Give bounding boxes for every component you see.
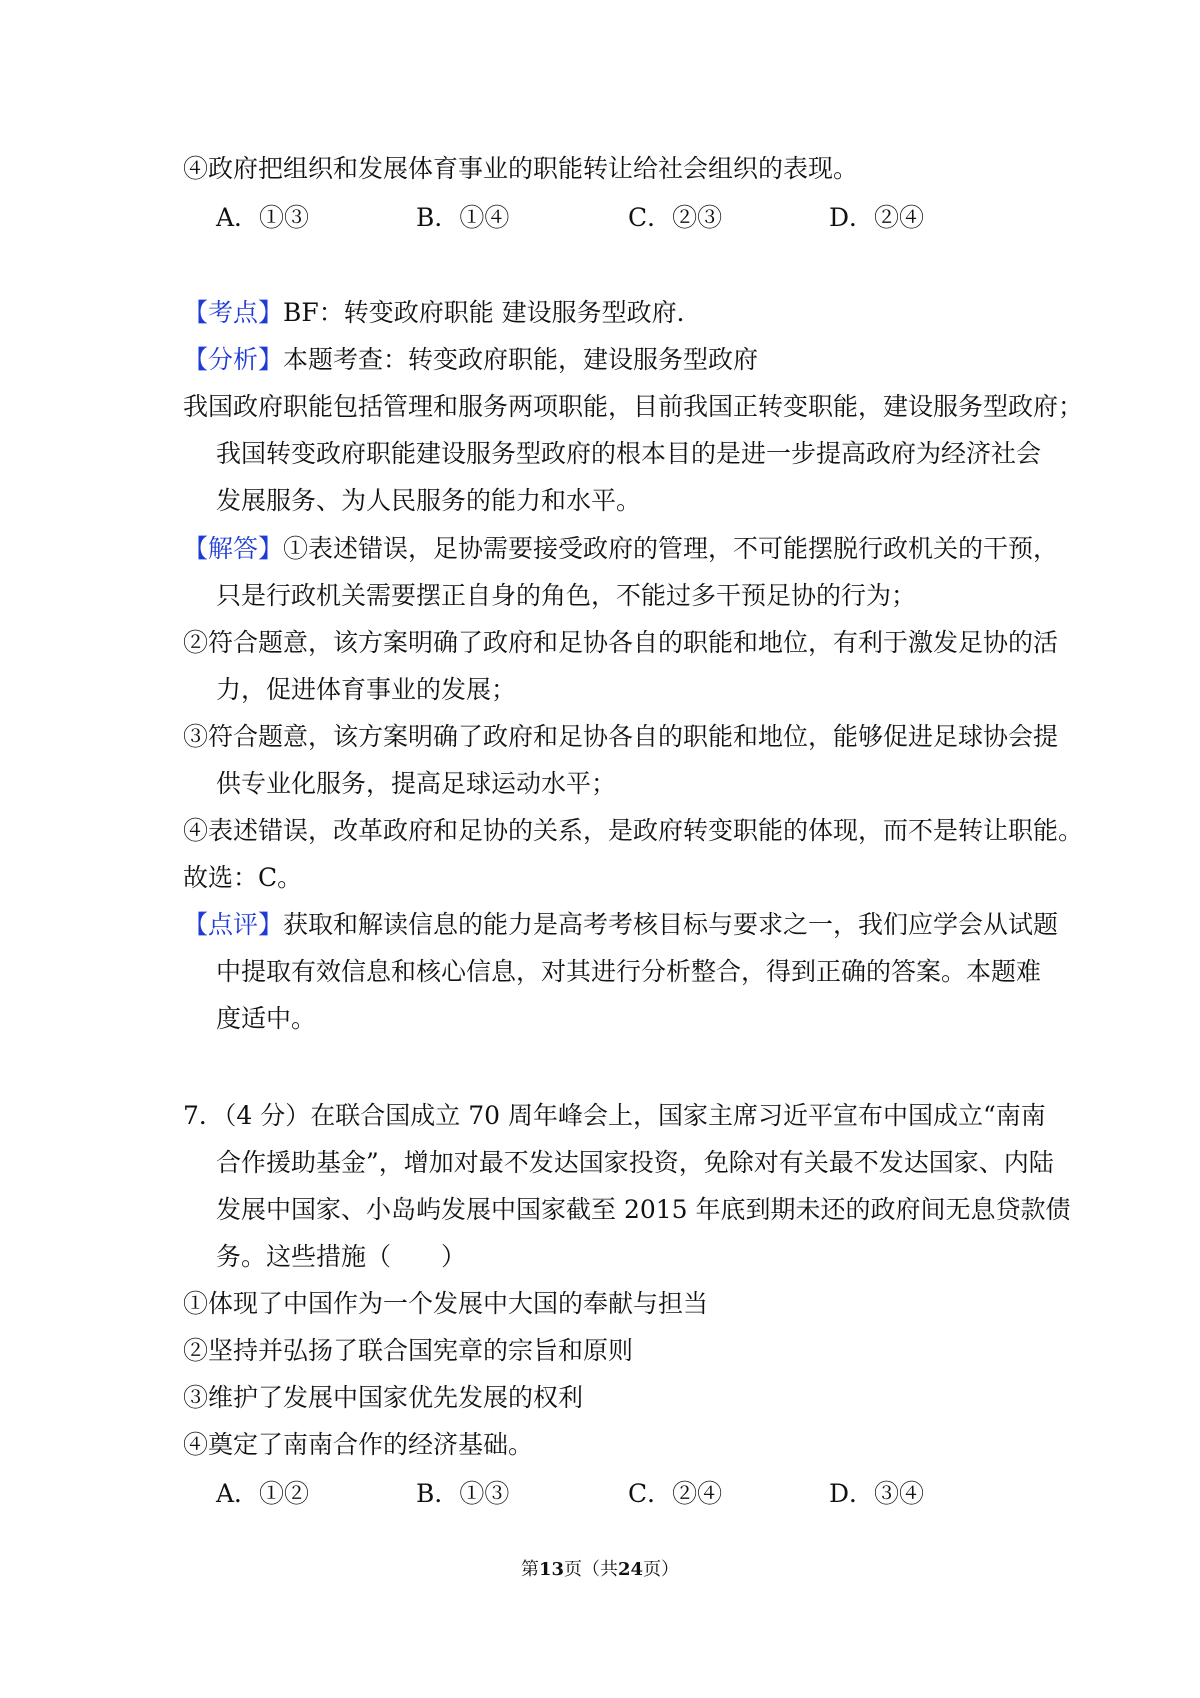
q7-option-b: B．①③: [416, 1479, 510, 1508]
q7-stem-line-4: 务。这些措施（ ）: [216, 1242, 467, 1271]
fenxi-line-1: 我国政府职能包括管理和服务两项职能，目前我国正转变职能，建设服务型政府；: [183, 392, 1084, 421]
jieda-line-6: 供专业化服务，提高足球运动水平；: [216, 769, 617, 798]
q7-statement-2: ②坚持并弘扬了联合国宪章的宗旨和原则: [183, 1336, 634, 1365]
fenxi-line: [183, 343, 758, 377]
footer-middle: 页（共: [564, 1559, 618, 1580]
jieda-line-5: ③符合题意，该方案明确了政府和足协各自的职能和地位，能够促进足球协会提: [183, 722, 1059, 751]
jieda-line-3: ②符合题意，该方案明确了政府和足协各自的职能和地位，有利于激发足协的活: [183, 628, 1059, 657]
footer-prefix: 第: [520, 1559, 539, 1580]
q7-option-d: D．③④: [829, 1479, 925, 1508]
q7-statement-1: ①体现了中国作为一个发展中大国的奉献与担当: [183, 1289, 709, 1318]
dianping-line: [183, 908, 1058, 942]
dianping-line-3: 度适中。: [216, 1004, 317, 1033]
page-total: 24: [618, 1559, 644, 1580]
q7-option-c: C．②④: [628, 1479, 723, 1508]
answer-line: 故选：C。: [183, 863, 303, 892]
fenxi-line-2: 我国转变政府职能建设服务型政府的根本目的是进一步提高政府为经济社会: [216, 439, 1042, 468]
q6-option-b: B．①④: [416, 203, 510, 232]
jieda-line-2: 只是行政机关需要摆正自身的角色，不能过多干预足协的行为；: [216, 581, 917, 610]
jieda-text: ①表述错误，足协需要接受政府的管理，不可能摆脱行政机关的干预，: [283, 534, 1059, 563]
fenxi-line-3: 发展服务、为人民服务的能力和水平。: [216, 486, 642, 515]
fenxi-tag: 【分析】: [183, 345, 284, 374]
dianping-line-2: 中提取有效信息和核心信息，对其进行分析整合，得到正确的答案。本题难: [216, 957, 1042, 986]
kaodian-line: [183, 296, 702, 330]
q7-option-a: A．①②: [216, 1479, 310, 1508]
q6-statement-4: ④政府把组织和发展体育事业的职能转让给社会组织的表现。: [183, 154, 859, 183]
q6-option-d: D．②④: [829, 203, 925, 232]
q7-statement-4: ④奠定了南南合作的经济基础。: [183, 1430, 534, 1459]
q6-option-c: C．②③: [628, 203, 723, 232]
dianping-tag: 【点评】: [183, 910, 284, 939]
page-number: 13: [538, 1559, 564, 1580]
kaodian-tag: 【考点】: [183, 298, 284, 327]
jieda-line-4: 力，促进体育事业的发展；: [216, 675, 517, 704]
jieda-line-7: ④表述错误，改革政府和足协的关系，是政府转变职能的体现，而不是转让职能。: [183, 816, 1084, 845]
footer-suffix: 页）: [643, 1559, 680, 1580]
kaodian-text: BF：转变政府职能 建设服务型政府．: [283, 298, 702, 327]
page-footer: [0, 1558, 1200, 1582]
q7-stem-line-1: 7．（4 分）在联合国成立 70 周年峰会上，国家主席习近平宣布中国成立“南南: [183, 1101, 1046, 1130]
jieda-tag: 【解答】: [183, 534, 284, 563]
q7-statement-3: ③维护了发展中国家优先发展的权利: [183, 1383, 584, 1412]
q7-stem-line-3: 发展中国家、小岛屿发展中国家截至 2015 年底到期未还的政府间无息贷款债: [216, 1195, 1071, 1224]
q6-option-a: A．①③: [216, 203, 310, 232]
fenxi-text: 本题考查：转变政府职能，建设服务型政府: [283, 345, 759, 374]
dianping-text: 获取和解读信息的能力是高考考核目标与要求之一，我们应学会从试题: [283, 910, 1059, 939]
jieda-line: [183, 532, 1058, 566]
q7-stem-line-2: 合作援助基金”，增加对最不发达国家投资，免除对有关最不发达国家、内陆: [216, 1148, 1054, 1177]
